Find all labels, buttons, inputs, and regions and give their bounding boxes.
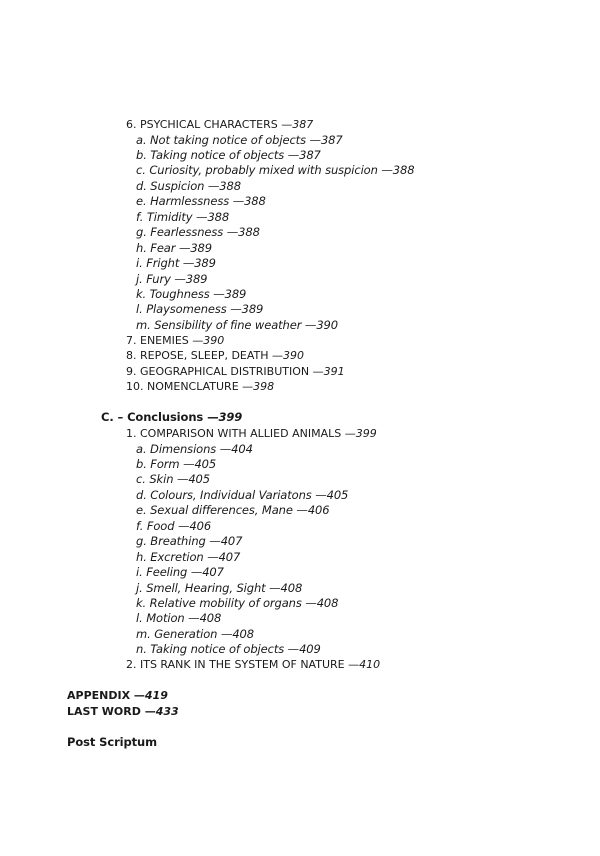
toc-dash: — — [183, 456, 195, 471]
toc-entry — [136, 642, 321, 657]
toc-entry-title: m. Sensibility of fine weather — [136, 317, 302, 332]
toc-dash: — — [281, 118, 293, 131]
toc-dash: — — [213, 287, 225, 301]
toc-dash: — — [207, 549, 219, 564]
toc-dash: — — [272, 349, 284, 363]
toc-dash: — — [133, 689, 145, 702]
toc-entry — [136, 163, 414, 178]
toc-dash: — — [344, 427, 356, 440]
toc-entry-title: j. Smell, Hearing, Sight — [136, 580, 270, 595]
toc-dash: — — [190, 565, 203, 580]
toc-entry-title: g. Breathing — [136, 534, 210, 549]
toc-entry — [136, 488, 348, 503]
toc-entry — [136, 503, 329, 518]
toc-entry-title: e. Harmlessness — [136, 194, 230, 209]
toc-entry-title: e. Sexual differences, Mane — [136, 503, 297, 518]
toc-page-number: 405 — [188, 472, 210, 487]
toc-entry — [136, 611, 221, 626]
toc-entry — [136, 241, 212, 256]
toc-page-number: 387 — [299, 147, 321, 162]
toc-page-number: 391 — [323, 364, 345, 378]
toc-entry-title: 1. COMPARISON WITH ALLIED ANIMALS — [126, 427, 342, 440]
toc-entry — [136, 302, 263, 317]
toc-entry-title: 8. REPOSE, SLEEP, DEATH — [126, 349, 269, 363]
toc-entry-title: d. Colours, Individual Variatons — [136, 487, 316, 502]
toc-dash: — — [219, 441, 232, 456]
toc-entry-title: l. Motion — [136, 611, 189, 626]
toc-dash: — — [226, 225, 239, 240]
toc-page-number: 389 — [194, 256, 216, 271]
toc-entry-title: f. Timidity — [136, 209, 193, 224]
toc-entry-title: b. Form — [136, 456, 184, 471]
toc-page-number: 390 — [316, 317, 338, 332]
toc-page-number: 407 — [202, 565, 224, 580]
toc-page-number: 389 — [241, 302, 264, 317]
toc-entry — [136, 550, 240, 565]
toc-dash: — — [144, 705, 156, 718]
toc-entry — [136, 148, 321, 163]
toc-entry-title: c. Skin — [136, 472, 177, 487]
toc-entry-title: a. Dimensions — [136, 441, 220, 456]
toc-page-number: 408 — [199, 611, 222, 626]
toc-entry-appendix — [67, 688, 168, 703]
toc-entry-title: c. Curiosity, probably mixed with suspicion — [136, 163, 378, 178]
toc-page-number: 389 — [185, 271, 208, 286]
toc-page-number: 387 — [292, 118, 314, 131]
toc-dash: — — [196, 209, 208, 224]
toc-entry-title: Post Scriptum — [67, 735, 157, 749]
toc-page-number: 388 — [207, 209, 230, 224]
toc-dash: — — [287, 147, 300, 162]
toc-entry — [136, 472, 210, 487]
toc-entry — [136, 225, 260, 240]
toc-entry-title: b. Taking notice of objects — [136, 147, 285, 162]
toc-entry-title: h. Excretion — [136, 549, 208, 564]
toc-entry — [136, 627, 254, 642]
toc-dash: — — [178, 518, 190, 533]
toc-page-number: 408 — [232, 626, 254, 641]
toc-entry-title: l. Playsomeness — [136, 302, 227, 317]
toc-entry-title: k. Toughness — [136, 287, 210, 301]
toc-entry-title: m. Generation — [136, 626, 221, 641]
toc-entry — [126, 364, 345, 379]
toc-entry — [136, 318, 338, 333]
toc-entry-title: C. – Conclusions — [101, 410, 204, 424]
toc-entry — [126, 379, 274, 394]
toc-dash: — — [176, 472, 189, 487]
toc-entry-rank — [126, 657, 380, 672]
toc-dash: — — [296, 503, 308, 518]
toc-page-number: 389 — [224, 287, 247, 301]
toc-dash: — — [304, 317, 317, 332]
toc-page-number: 399 — [355, 427, 377, 440]
toc-entry-title: 2. ITS RANK IN THE SYSTEM OF NATURE — [126, 658, 345, 671]
toc-entry-comparison — [126, 426, 377, 441]
toc-entry-title: 7. ENEMIES — [126, 334, 189, 347]
toc-entry — [126, 333, 224, 348]
toc-dash: — — [220, 626, 233, 641]
toc-dash: — — [174, 271, 186, 286]
toc-entry — [136, 287, 246, 302]
toc-entry — [136, 534, 242, 549]
toc-entry-title: n. Taking notice of objects — [136, 642, 288, 657]
toc-page-number: 407 — [220, 534, 243, 549]
toc-page-number: 406 — [307, 503, 330, 518]
toc-entry-title: LAST WORD — [67, 705, 141, 718]
toc-entry-title: f. Food — [136, 518, 178, 533]
toc-dash: — — [312, 364, 324, 378]
toc-entry — [136, 519, 211, 534]
toc-entry-title: g. Fearlessness — [136, 225, 224, 240]
toc-entry — [136, 565, 224, 580]
toc-dash: — — [207, 178, 220, 193]
toc-dash: — — [207, 410, 219, 424]
toc-dash: — — [315, 487, 327, 502]
toc-page-number: 407 — [218, 549, 241, 564]
toc-entry — [136, 272, 207, 287]
toc-entry-title: i. Feeling — [136, 565, 191, 580]
toc-page-number: 408 — [280, 580, 303, 595]
toc-page-number: 405 — [326, 487, 349, 502]
toc-entry — [136, 179, 241, 194]
toc-dash: — — [287, 642, 300, 657]
toc-entry-title: 9. GEOGRAPHICAL DISTRIBUTION — [126, 364, 310, 378]
toc-entry — [136, 596, 338, 611]
toc-entry — [126, 348, 304, 363]
toc-entry-title: APPENDIX — [67, 689, 131, 702]
toc-entry-last-word — [67, 704, 179, 719]
toc-entry-title: k. Relative mobility of organs — [136, 596, 306, 610]
toc-entry-title: j. Fury — [136, 271, 171, 286]
toc-page-number: 388 — [238, 225, 260, 240]
toc-dash: — — [269, 580, 281, 595]
toc-entry-conclusions — [101, 410, 242, 425]
toc-dash: — — [305, 596, 317, 610]
toc-dash: — — [178, 240, 191, 255]
toc-page-number: 419 — [144, 689, 168, 702]
toc-entry-psychical-characters — [126, 117, 313, 132]
toc-entry — [136, 457, 216, 472]
toc-page-number: 406 — [189, 518, 212, 533]
toc-entry-title: h. Fear — [136, 240, 176, 255]
toc-page-number: 410 — [359, 658, 381, 671]
toc-page-number: 398 — [253, 380, 275, 394]
toc-dash: — — [230, 302, 242, 317]
toc-entry — [136, 442, 253, 457]
toc-entry-title: 10. NOMENCLATURE — [126, 380, 239, 394]
toc-page-number: 408 — [316, 596, 339, 610]
toc-page-number: 388 — [219, 178, 241, 193]
toc-dash: — — [232, 194, 245, 209]
toc-page-number: 404 — [231, 441, 253, 456]
toc-entry — [136, 194, 266, 209]
toc-page-number: 409 — [299, 642, 321, 657]
toc-entry-post-scriptum — [67, 735, 157, 750]
toc-dash: — — [182, 256, 195, 271]
toc-entry-title: d. Suspicion — [136, 178, 205, 193]
toc-entry — [136, 581, 302, 596]
toc-entry-title: a. Not taking notice of objects — [136, 132, 306, 147]
toc-page-number: 389 — [190, 240, 212, 255]
toc-dash: — — [309, 132, 321, 147]
toc-dash: — — [242, 380, 254, 394]
toc-page-number: 388 — [244, 194, 266, 209]
toc-entry — [136, 133, 343, 148]
toc-entry-title: i. Fright — [136, 256, 180, 271]
toc-page-number: 390 — [203, 334, 225, 347]
toc-dash: — — [188, 611, 200, 626]
toc-page-number: 387 — [320, 132, 343, 147]
toc-page-number: 405 — [194, 456, 217, 471]
toc-dash: — — [192, 334, 204, 347]
toc-dash: — — [348, 658, 360, 671]
toc-entry — [136, 256, 216, 271]
toc-page-number: 390 — [283, 349, 305, 363]
toc-entry-title: 6. PSYCHICAL CHARACTERS — [126, 118, 278, 131]
toc-page-number: 388 — [392, 163, 415, 178]
toc-page-number: 433 — [155, 705, 179, 718]
toc-dash: — — [209, 534, 221, 549]
toc-entry — [136, 210, 229, 225]
toc-dash: — — [381, 163, 393, 178]
toc-page-number: 399 — [218, 410, 243, 424]
